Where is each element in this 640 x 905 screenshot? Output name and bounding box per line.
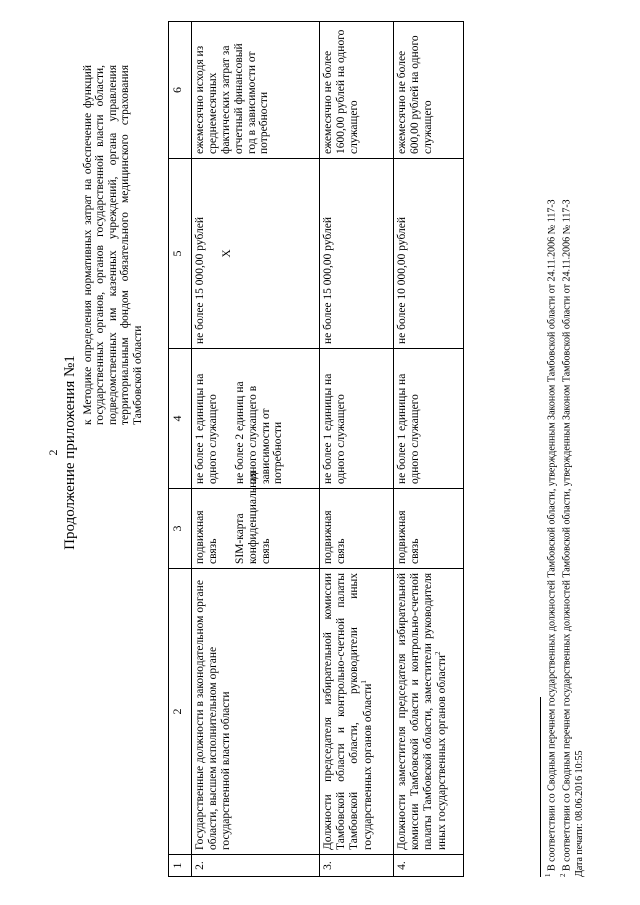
header-col-5: 5 [169, 159, 192, 349]
quantity-sim: не более 2 единиц на одного служащего в зависимости от потребности [233, 381, 285, 484]
row-number: 4. [394, 855, 464, 877]
position-cell: Государственные должности в законодательном органе области, высшем исполнительном органе государственной власти области [192, 569, 320, 855]
quantity-cell: не более 1 единицы на одного служащего [320, 349, 394, 489]
norms-table [168, 21, 464, 877]
continuation-title: Продолжение приложения №1 [62, 355, 78, 550]
quantity-cell: не более 1 единицы на одного служащего [394, 349, 464, 489]
row-number: 3. [320, 855, 394, 877]
price-cell: не более 15 000,00 рублей [320, 159, 394, 349]
quantity-mobile: не более 1 единицы на одного служащего [194, 373, 219, 484]
header-col-4: 4 [169, 349, 192, 489]
position-text: Должности заместителя председателя избирательной комиссии Тамбовской области и контрольно-счетной палаты Тамбовской области, заместители руководителя иных государственных органов области [396, 573, 448, 850]
header-col-3: 3 [169, 489, 192, 569]
footnote-2-text: В соответствии со Сводным перечнем государственных должностей Тамбовской области, утвержденным Законом Тамбовской области от 24.11.2006 № 117-З [561, 199, 573, 871]
table-header-row [169, 22, 192, 877]
position-text: Должности председателя избирательной комиссии Тамбовской области и контрольно-счетной палаты Тамбовской области, руководители иных государственных органов области [322, 573, 374, 850]
footnote-1 [544, 17, 559, 877]
footnote-1-text: В соответствии со Сводным перечнем государственных должностей Тамбовской области, утвержденным Законом Тамбовской области от 24.11.2006 № 117-З [546, 199, 558, 871]
page-number: 2 [46, 449, 60, 456]
footnote-divider [540, 697, 541, 877]
price-mobile: не более 15 000,00 рублей [194, 216, 206, 344]
table-row [394, 22, 464, 877]
position-cell [320, 569, 394, 855]
cost-cell: ежемесячно не более 1600,00 рублей на одного служащего [320, 22, 394, 159]
print-date: Дата печати: 08.06.2016 10:55 [573, 750, 585, 877]
price-cell [192, 159, 320, 349]
table-row [320, 22, 394, 877]
position-cell [394, 569, 464, 855]
cost-cell: ежемесячно исходя из среднемесячных фактических затрат за отчетный финансовый год в зависимости от потребности [192, 22, 320, 159]
quantity-cell [192, 349, 320, 489]
method-reference-text: к Методике определения нормативных затрат на обеспечение функций государственных органов, органов государственной власти области, подведомственных им казенных учреждений, органа управления территориальным фондом обязательного медицинского страхования Тамбовской области [82, 65, 144, 425]
header-col-1: 1 [169, 855, 192, 877]
footnotes [540, 17, 586, 877]
communication-type-cell: подвижная связь [320, 489, 394, 569]
type-sim-confidential: SIM-карта конфиденциальная связь [233, 471, 272, 564]
footnote-1-mark: 1 [544, 873, 552, 877]
footnote-2-mark: 2 [558, 873, 567, 877]
footnote-ref: 1 [359, 680, 368, 684]
footnote-ref: 2 [433, 651, 442, 655]
footnote-2 [559, 17, 574, 877]
price-cell: не более 10 000,00 рублей [394, 159, 464, 349]
price-sim-x: Х [220, 249, 233, 258]
communication-type-cell [192, 471, 320, 569]
type-mobile: подвижная связь [194, 510, 219, 564]
communication-type-cell: подвижная связь [394, 489, 464, 569]
cost-cell: ежемесячно не более 600,00 рублей на одного служащего [394, 22, 464, 159]
row-number: 2. [192, 855, 320, 877]
header-col-2: 2 [169, 569, 192, 855]
header-col-6: 6 [169, 22, 192, 159]
table-row [192, 22, 320, 877]
